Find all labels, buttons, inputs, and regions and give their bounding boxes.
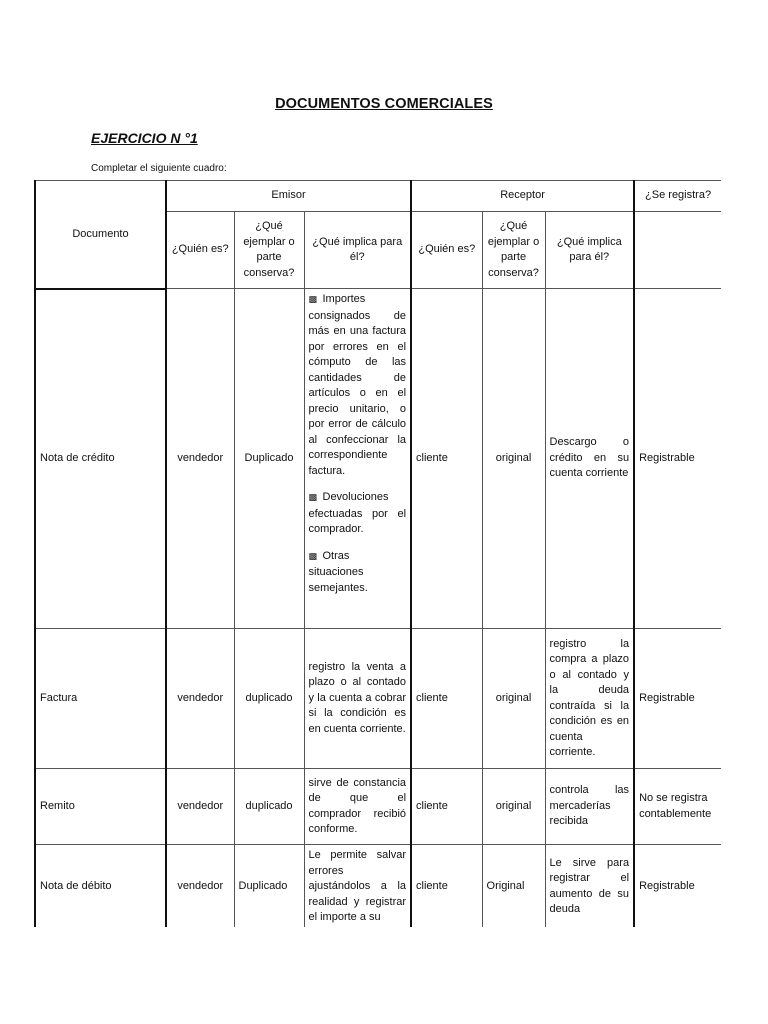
cell-documento: Factura — [35, 629, 166, 769]
clapper-bullet-icon: ▩ — [308, 493, 318, 503]
clapper-bullet-icon: ▩ — [308, 295, 318, 305]
header-receptor-ejemplar: ¿Qué ejemplar o parte conserva? — [482, 212, 545, 289]
cell-emisor-ejemplar: Duplicado — [234, 289, 304, 629]
cell-emisor-quien: vendedor — [166, 769, 234, 845]
cell-documento: Nota de crédito — [35, 289, 166, 629]
header-document: Documento — [35, 181, 166, 289]
page-title: DOCUMENTOS COMERCIALES — [275, 96, 493, 112]
cell-receptor-ejemplar: original — [482, 769, 545, 845]
cell-emisor-implica: Le permite salvar errores ajustándolos a la realidad y registrar el importe a su — [304, 845, 411, 928]
cell-documento: Nota de débito — [35, 845, 166, 928]
cell-receptor-quien: cliente — [411, 769, 482, 845]
cell-receptor-ejemplar: original — [482, 289, 545, 629]
cell-emisor-implica — [304, 289, 411, 629]
table-row — [35, 289, 721, 629]
cell-emisor-ejemplar: Duplicado — [234, 845, 304, 928]
bullet-item: ▩ Importes consignados de más en una factura por errores en el cómputo de las cantidades de artículos o en el precio unitario, o por error de cálculo al confeccionar la correspondiente factura. — [308, 293, 407, 477]
header-se-registra: ¿Se registra? — [634, 181, 721, 212]
header-emisor-ejemplar: ¿Qué ejemplar o parte conserva? — [234, 212, 304, 289]
header-row-groups — [35, 181, 721, 212]
table-row — [35, 845, 721, 928]
table-row — [35, 629, 721, 769]
cell-emisor-implica: registro la venta a plazo o al contado y la cuenta a cobrar si la condición es en cuenta corriente. — [304, 629, 411, 769]
cell-registra: No se registra contablemente — [634, 769, 721, 845]
cell-registra: Registrable — [634, 845, 721, 928]
cell-receptor-implica: controla las mercaderías recibida — [545, 769, 634, 845]
cell-receptor-quien: cliente — [411, 289, 482, 629]
cell-emisor-ejemplar: duplicado — [234, 769, 304, 845]
bullet-item: ▩ Otras situaciones semejantes. — [308, 549, 368, 594]
cell-receptor-implica: Descargo o crédito en su cuenta corriente — [545, 289, 634, 629]
clapper-bullet-icon: ▩ — [308, 551, 318, 562]
cell-emisor-quien: vendedor — [166, 845, 234, 928]
exercise-title: EJERCICIO N °1 — [91, 130, 198, 146]
cell-receptor-quien: cliente — [411, 845, 482, 928]
commercial-documents-table-container — [34, 180, 721, 927]
header-receptor-implica: ¿Qué implica para él? — [545, 212, 634, 289]
bullet-item: ▩ Devoluciones efectuadas por el comprador. — [308, 491, 407, 535]
header-emisor-implica: ¿Qué implica para él? — [304, 212, 411, 289]
instruction-text: Completar el siguiente cuadro: — [91, 163, 227, 174]
cell-registra: Registrable — [634, 629, 721, 769]
header-receptor: Receptor — [411, 181, 634, 212]
commercial-documents-table — [34, 180, 721, 927]
header-emisor: Emisor — [166, 181, 411, 212]
cell-receptor-ejemplar: original — [482, 629, 545, 769]
cell-documento: Remito — [35, 769, 166, 845]
header-receptor-quien: ¿Quién es? — [411, 212, 482, 289]
cell-emisor-quien: vendedor — [166, 289, 234, 629]
cell-receptor-quien: cliente — [411, 629, 482, 769]
header-registra-empty — [634, 212, 721, 289]
table-row — [35, 769, 721, 845]
cell-emisor-quien: vendedor — [166, 629, 234, 769]
cell-receptor-implica: Le sirve para registrar el aumento de su deuda — [545, 845, 634, 928]
cell-receptor-ejemplar: Original — [482, 845, 545, 928]
cell-emisor-implica: sirve de constancia de que el comprador recibió conforme. — [304, 769, 411, 845]
cell-receptor-implica: registro la compra a plazo o al contado y la deuda contraída si la condición es en cuenta corriente. — [545, 629, 634, 769]
header-emisor-quien: ¿Quién es? — [166, 212, 234, 289]
cell-emisor-ejemplar: duplicado — [234, 629, 304, 769]
cell-registra: Registrable — [634, 289, 721, 629]
